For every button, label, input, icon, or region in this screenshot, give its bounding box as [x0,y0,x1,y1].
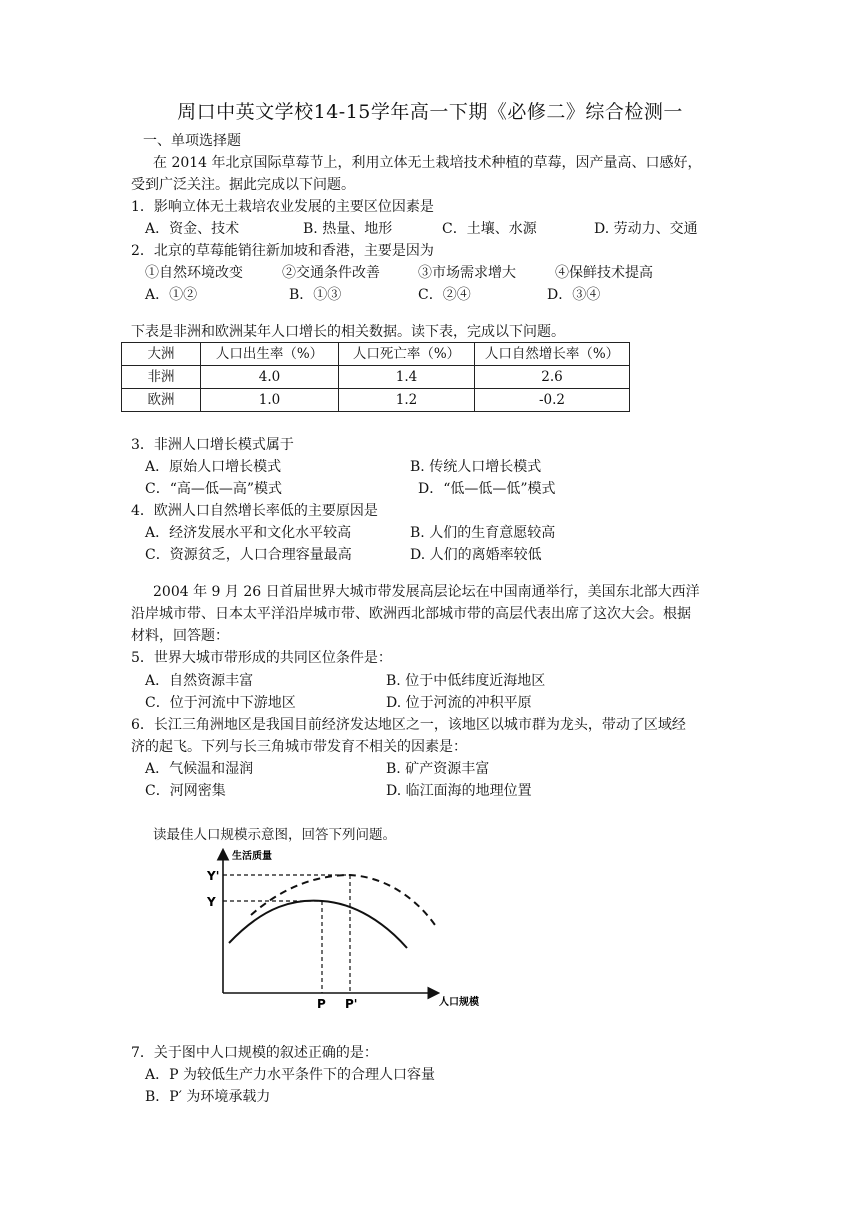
table-cell: 欧洲 [122,389,201,412]
intro-1-line-1: 在 2014 年北京国际草莓节上，利用立体无土栽培技术种植的草莓，因产量高、口感好， [153,155,702,171]
table-cell: 1.2 [339,389,475,412]
q1-option-a[interactable]: A．资金、技术 [145,221,240,237]
x-tick-p-prime: P' [345,997,358,1011]
intro-1-line-2: 受到广泛关注。据此完成以下问题。 [131,177,355,193]
q4-option-a[interactable]: A．经济发展水平和文化水平较高 [145,525,352,541]
q1-option-d[interactable]: D. 劳动力、交通 [594,221,698,237]
q6-option-a[interactable]: A．气候温和湿润 [145,761,254,777]
q3-option-c[interactable]: C．“高—低—高”模式 [145,481,283,497]
q2-option-a[interactable]: A．①② [145,287,198,303]
q2-item-4: ④保鲜技术提高 [555,265,653,281]
q1-option-c[interactable]: C．土壤、水源 [442,221,537,237]
table-header-cell: 人口死亡率（%） [339,343,475,366]
intro-2-line-3: 材料，回答题： [131,628,229,644]
q2-option-d[interactable]: D．③④ [547,287,601,303]
table-row [122,389,630,412]
population-size-diagram [195,845,495,1015]
table-cell: 4.0 [201,366,339,389]
q1-option-b[interactable]: B. 热量、地形 [303,221,393,237]
table-cell: 1.0 [201,389,339,412]
q3-option-b[interactable]: B. 传统人口增长模式 [410,459,542,475]
table-header-cell: 大洲 [122,343,201,366]
figure-intro: 读最佳人口规模示意图，回答下列问题。 [153,827,396,843]
q3-option-d[interactable]: D．“低—低—低”模式 [418,481,556,497]
table-header-cell: 人口自然增长率（%） [475,343,630,366]
table-header-cell: 人口出生率（%） [201,343,339,366]
q2-item-3: ③市场需求增大 [418,265,516,281]
q2-stem: 2．北京的草莓能销往新加坡和香港，主要是因为 [131,243,434,259]
q6-option-b[interactable]: B. 矿产资源丰富 [386,761,490,777]
q5-option-a[interactable]: A．自然资源丰富 [145,673,254,689]
table-cell: 非洲 [122,366,201,389]
quality-curve-solid [229,901,407,948]
table-row [122,366,630,389]
y-axis-label: 生活质量 [232,851,272,862]
table-cell: -0.2 [475,389,630,412]
q1-stem: 1．影响立体无土栽培农业发展的主要区位因素是 [131,199,434,215]
section-heading: 一、单项选择题 [143,133,241,149]
intro-2-line-1: 2004 年 9 月 26 日首届世界大城市带发展高层论坛在中国南通举行，美国东北部大西洋 [153,584,700,600]
q6-stem-line-1: 6．长江三角洲地区是我国目前经济发达地区之一，该地区以城市群为龙头，带动了区域经 [131,717,686,733]
x-tick-p: P [317,997,326,1011]
q5-stem: 5．世界大城市带形成的共同区位条件是： [131,650,392,666]
y-tick-top: Y' [207,869,220,883]
table-intro: 下表是非洲和欧洲某年人口增长的相关数据。读下表，完成以下问题。 [131,324,565,340]
table-header-row [122,343,630,366]
q4-option-d[interactable]: D. 人们的离婚率较低 [410,547,542,563]
q4-option-c[interactable]: C．资源贫乏，人口合理容量最高 [145,547,352,563]
y-tick-low: Y [207,895,216,909]
q6-option-c[interactable]: C．河网密集 [145,783,226,799]
q5-option-b[interactable]: B. 位于中低纬度近海地区 [386,673,546,689]
x-axis-label: 人口规模 [439,997,479,1008]
q5-option-d[interactable]: D. 位于河流的冲积平原 [386,695,532,711]
page-title: 周口中英文学校14-15学年高一下期《必修二》综合检测一 [177,101,683,123]
q7-option-b[interactable]: B．P′ 为环境承载力 [145,1089,271,1105]
q5-option-c[interactable]: C．位于河流中下游地区 [145,695,296,711]
quality-curve-dashed [251,875,435,925]
q2-item-2: ②交通条件改善 [282,265,380,281]
population-table [121,342,630,412]
table-cell: 2.6 [475,366,630,389]
table-cell: 1.4 [339,366,475,389]
q2-option-c[interactable]: C．②④ [418,287,471,303]
q2-option-b[interactable]: B．①③ [289,287,342,303]
q6-stem-line-2: 济的起飞。下列与长三角城市带发育不相关的因素是： [131,739,467,755]
q3-stem: 3．非洲人口增长模式属于 [131,437,294,453]
q7-option-a[interactable]: A．P 为较低生产力水平条件下的合理人口容量 [145,1067,435,1083]
q2-item-1: ①自然环境改变 [145,265,243,281]
q7-stem: 7．关于图中人口规模的叙述正确的是： [131,1045,378,1061]
q4-option-b[interactable]: B. 人们的生育意愿较高 [410,525,556,541]
intro-2-line-2: 沿岸城市带、日本太平洋沿岸城市带、欧洲西北部城市带的高层代表出席了这次大会。根据 [131,606,691,622]
q6-option-d[interactable]: D. 临江面海的地理位置 [386,783,532,799]
q4-stem: 4．欧洲人口自然增长率低的主要原因是 [131,503,378,519]
q3-option-a[interactable]: A．原始人口增长模式 [145,459,282,475]
